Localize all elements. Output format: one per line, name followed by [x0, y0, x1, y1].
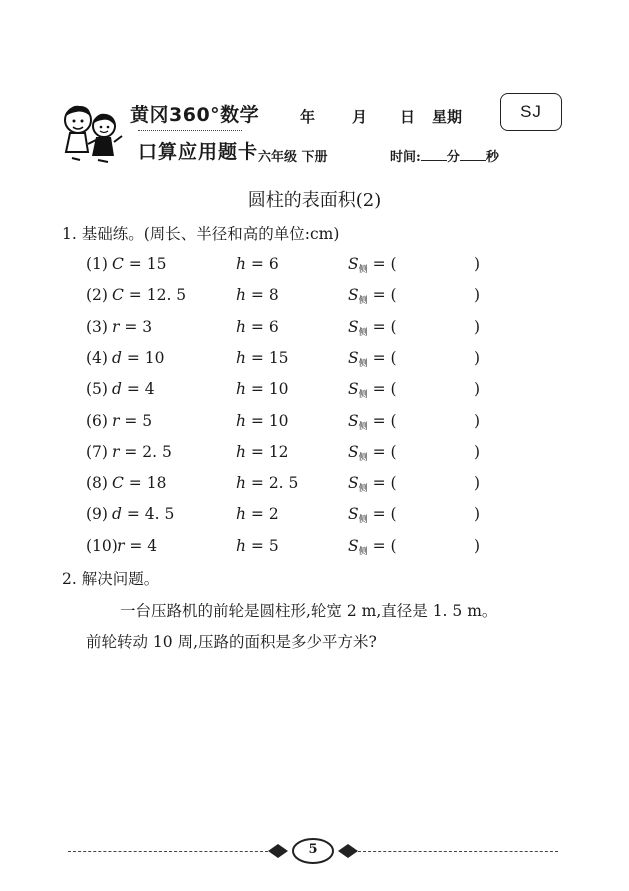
page-number: 5	[308, 842, 318, 857]
exercise-row	[86, 505, 506, 531]
given-variable-1: r	[112, 442, 120, 461]
brand-title: 黄冈360°数学	[130, 104, 260, 126]
given-variable-2: h	[236, 411, 246, 430]
given-value-2	[236, 349, 289, 367]
area-subscript: 侧	[358, 546, 368, 557]
answer-open: = (	[367, 348, 397, 367]
answer-close: )	[474, 286, 481, 305]
answer-open: = (	[367, 380, 397, 399]
area-symbol: S	[348, 442, 359, 461]
row-index: (5)	[86, 380, 108, 399]
given-value-2	[236, 505, 279, 523]
lateral-area-answer	[348, 349, 397, 369]
given-number-2: = 6	[245, 255, 279, 273]
lateral-area-answer	[348, 318, 397, 338]
date-year: 年	[300, 108, 316, 126]
footer-dash-right	[358, 851, 558, 852]
answer-close: )	[474, 255, 481, 273]
given-number-1: = 2. 5	[119, 442, 172, 461]
given-value-1	[117, 537, 157, 555]
given-number-2: = 8	[245, 286, 279, 305]
given-variable-1: d	[112, 348, 122, 367]
lateral-area-answer	[348, 537, 397, 557]
brand-subtitle: 口算应用题卡	[138, 141, 259, 163]
given-value-2	[236, 412, 289, 430]
area-subscript: 侧	[358, 484, 368, 495]
answer-close: )	[474, 348, 481, 367]
badge-sj: SJ	[500, 93, 562, 131]
problem-line-2: 前轮转动 10 周,压路的面积是多少平方米?	[86, 633, 377, 651]
given-number-1: = 4. 5	[121, 505, 175, 524]
row-index: (10)	[86, 536, 118, 555]
given-number-2: = 10	[245, 380, 289, 399]
given-number-1: = 4	[124, 536, 158, 555]
section2-heading: 2. 解决问题。	[62, 570, 160, 588]
answer-close: )	[474, 380, 481, 399]
brand-divider	[138, 130, 242, 131]
given-value-1	[112, 380, 155, 398]
given-number-2: = 10	[245, 411, 289, 430]
time-field	[390, 146, 499, 165]
given-value-2	[236, 286, 279, 304]
time-sec-label: 秒	[485, 150, 499, 165]
answer-close: )	[474, 442, 481, 461]
grade-label: 六年级 下册	[258, 150, 328, 165]
row-index: (6)	[86, 411, 108, 430]
given-variable-1: C	[112, 255, 124, 273]
given-variable-2: h	[236, 505, 246, 524]
time-min-blank	[421, 160, 447, 161]
answer-open: = (	[367, 442, 397, 461]
given-variable-1: d	[112, 380, 122, 399]
answer-close: )	[474, 536, 481, 555]
area-symbol: S	[348, 255, 359, 273]
area-symbol: S	[348, 536, 359, 555]
area-symbol: S	[348, 474, 359, 493]
time-sec-blank	[460, 160, 486, 161]
given-value-1	[112, 505, 174, 523]
row-index: (9)	[86, 505, 108, 524]
answer-close: )	[474, 317, 481, 336]
given-variable-2: h	[236, 286, 246, 305]
exercise-row	[86, 474, 506, 500]
answer-open: = (	[367, 474, 397, 493]
section1-heading: 1. 基础练。(周长、半径和高的单位:cm)	[62, 225, 340, 243]
problem-text	[86, 596, 586, 658]
area-symbol: S	[348, 348, 359, 367]
time-min-label: 分	[446, 150, 460, 165]
row-index: (7)	[86, 442, 108, 461]
row-index: (1)	[86, 255, 108, 273]
given-variable-1: d	[112, 505, 122, 524]
area-symbol: S	[348, 505, 359, 524]
given-number-2: = 12	[245, 442, 289, 461]
exercise-row	[86, 537, 506, 563]
answer-open: = (	[367, 286, 397, 305]
given-variable-2: h	[236, 442, 246, 461]
area-subscript: 侧	[358, 327, 368, 338]
page-footer	[68, 838, 558, 864]
lateral-area-answer	[348, 380, 397, 400]
answer-close: )	[474, 474, 481, 493]
given-number-1: = 18	[123, 474, 167, 493]
area-subscript: 侧	[358, 390, 368, 401]
footer-dash-left	[68, 851, 268, 852]
row-index: (4)	[86, 348, 108, 367]
lateral-area-answer	[348, 505, 397, 525]
date-month: 月	[352, 108, 368, 126]
area-subscript: 侧	[358, 296, 368, 307]
area-subscript: 侧	[358, 452, 368, 463]
exercise-row	[86, 380, 506, 406]
given-variable-2: h	[236, 317, 246, 336]
area-symbol: S	[348, 317, 359, 336]
given-number-1: = 4	[121, 380, 155, 399]
given-number-1: = 10	[121, 348, 165, 367]
given-variable-1: r	[112, 317, 120, 336]
answer-open: = (	[367, 411, 397, 430]
given-value-2	[236, 380, 289, 398]
given-value-1	[112, 474, 166, 492]
given-value-2	[236, 318, 279, 336]
area-subscript: 侧	[358, 358, 368, 369]
area-symbol: S	[348, 380, 359, 399]
given-number-1: = 5	[119, 411, 153, 430]
row-index: (8)	[86, 474, 108, 493]
answer-open: = (	[367, 255, 397, 273]
lateral-area-answer	[348, 443, 397, 463]
given-variable-2: h	[236, 380, 246, 399]
given-variable-2: h	[236, 536, 246, 555]
given-number-2: = 5	[245, 536, 279, 555]
exercise-row	[86, 443, 506, 469]
lateral-area-answer	[348, 286, 397, 306]
given-value-1	[112, 349, 165, 367]
page-title: 圆柱的表面积(2)	[247, 190, 382, 211]
kids-logo-illustration	[58, 100, 138, 164]
problem-line-1: 一台压路机的前轮是圆柱形,轮宽 2 m,直径是 1. 5 m。	[120, 602, 498, 620]
given-value-1	[112, 255, 166, 273]
area-subscript: 侧	[358, 265, 368, 275]
given-value-1	[112, 318, 152, 336]
given-number-1: = 12. 5	[123, 286, 187, 305]
answer-close: )	[474, 505, 481, 524]
lateral-area-answer	[348, 474, 397, 494]
given-variable-1: C	[112, 286, 124, 305]
given-value-1	[112, 443, 172, 461]
area-subscript: 侧	[358, 421, 368, 432]
date-day: 日	[400, 108, 416, 126]
given-value-2	[236, 474, 298, 492]
given-value-1	[112, 286, 186, 304]
given-number-1: = 15	[123, 255, 167, 273]
area-symbol: S	[348, 286, 359, 305]
given-variable-1: r	[112, 411, 120, 430]
exercise-row	[86, 318, 506, 344]
given-number-2: = 2	[245, 505, 279, 524]
time-label: 时间:	[390, 150, 421, 165]
given-value-2	[236, 443, 289, 461]
given-value-2	[236, 537, 279, 555]
given-variable-2: h	[236, 348, 246, 367]
answer-open: = (	[367, 505, 397, 524]
given-variable-1: C	[112, 474, 124, 493]
row-index: (3)	[86, 317, 108, 336]
area-symbol: S	[348, 411, 359, 430]
given-number-1: = 3	[119, 317, 153, 336]
given-variable-2: h	[236, 255, 246, 273]
answer-close: )	[474, 411, 481, 430]
row-index: (2)	[86, 286, 108, 305]
given-number-2: = 15	[245, 348, 289, 367]
lateral-area-answer	[348, 255, 397, 275]
answer-open: = (	[367, 536, 397, 555]
exercise-row	[86, 349, 506, 375]
date-weekday: 星期	[432, 108, 463, 126]
exercise-row	[86, 255, 506, 281]
exercise-row	[86, 412, 506, 438]
given-variable-2: h	[236, 474, 246, 493]
given-variable-1: r	[117, 536, 125, 555]
given-value-2	[236, 255, 279, 273]
lateral-area-answer	[348, 412, 397, 432]
exercise-row	[86, 286, 506, 312]
area-subscript: 侧	[358, 515, 368, 526]
given-number-2: = 2. 5	[245, 474, 299, 493]
given-value-1	[112, 412, 152, 430]
given-number-2: = 6	[245, 317, 279, 336]
answer-open: = (	[367, 317, 397, 336]
